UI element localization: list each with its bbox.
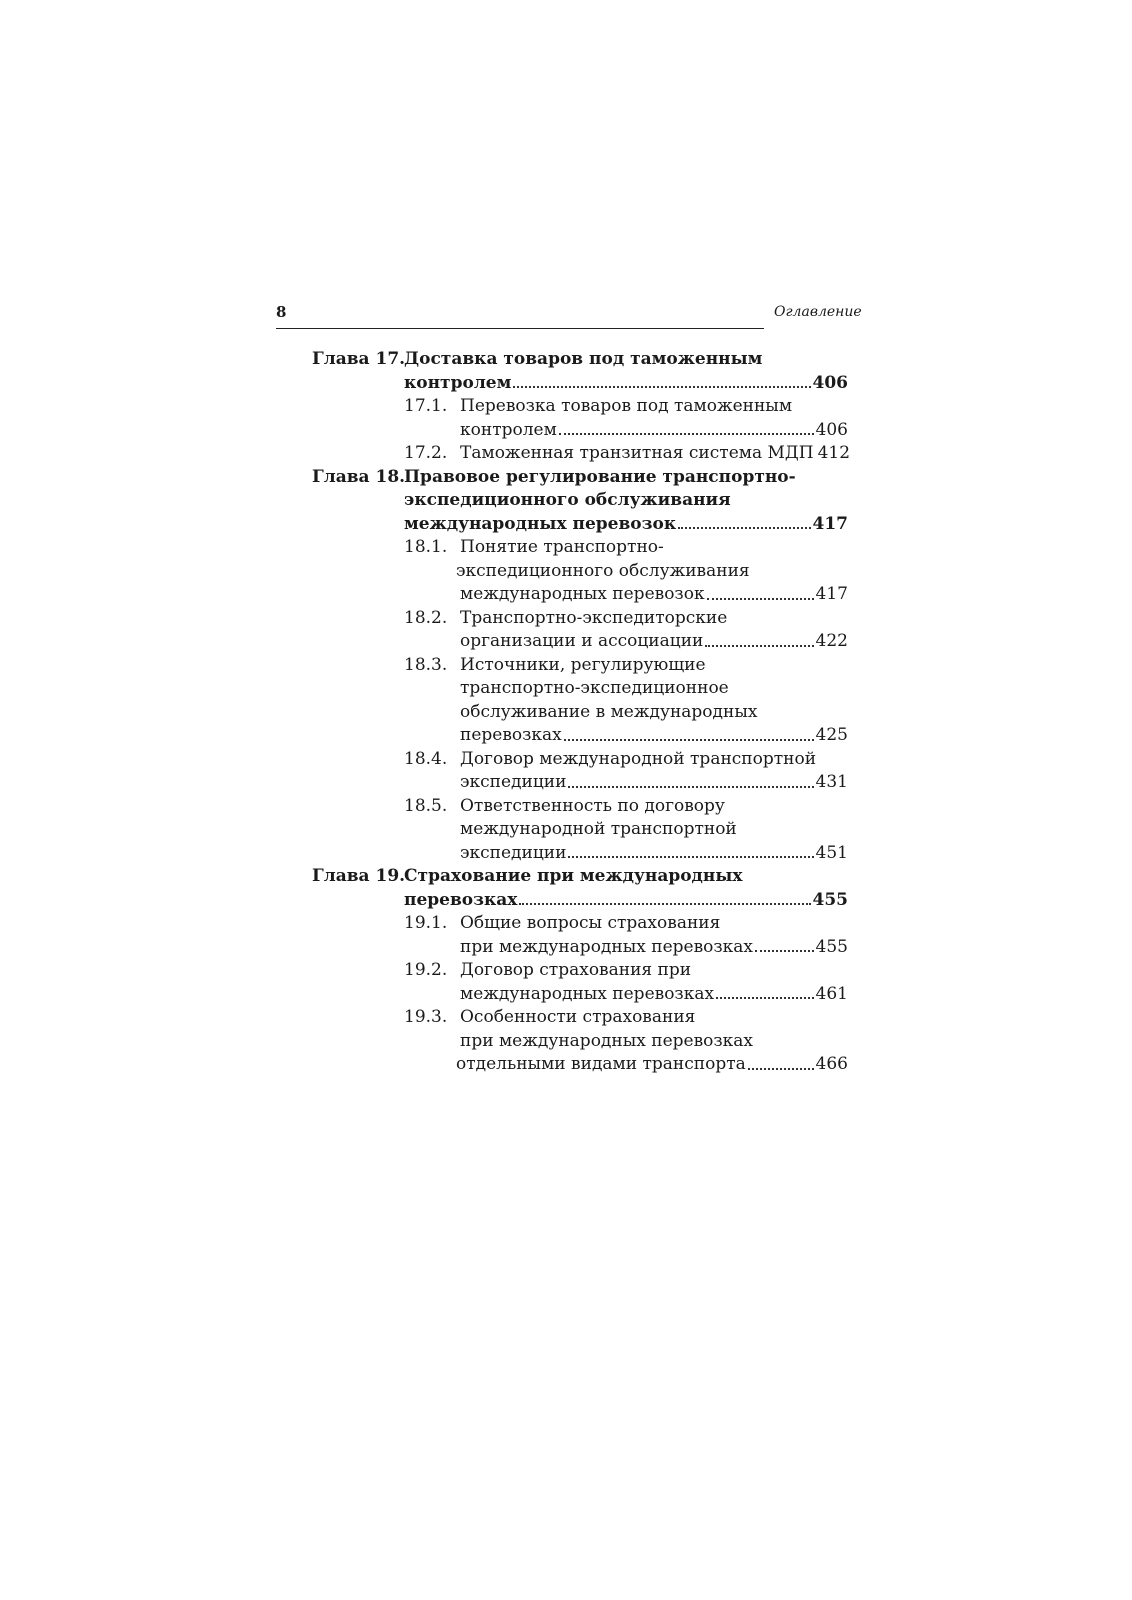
chapter-label: Глава 19.: [312, 866, 406, 886]
section-number: 17.2.: [404, 443, 448, 463]
section-title: экспедиции: [460, 842, 567, 863]
toc-section-18-3-cont: [312, 677, 848, 701]
section-title: Таможенная транзитная система МДП: [460, 443, 814, 463]
toc-chapter-19-cont: [312, 889, 848, 913]
page-number: 8: [276, 303, 287, 321]
section-title: международной транспортной: [460, 819, 737, 839]
page-ref: 417: [815, 584, 848, 604]
toc-section-19-3: [312, 1006, 848, 1030]
toc-section-18-1-cont: [312, 583, 848, 607]
section-title: Источники, регулирующие: [460, 654, 706, 675]
section-title: Договор страхования при: [460, 960, 692, 980]
chapter-label: Глава 17.: [312, 349, 406, 369]
section-title: международных перевозок: [460, 584, 705, 604]
toc-section-18-1: [312, 536, 848, 560]
toc-section-17-2: [312, 442, 851, 466]
section-title: перевозках: [460, 725, 562, 745]
dot-leader: [564, 739, 814, 741]
toc-chapter-17-cont: [312, 372, 848, 396]
section-number: 18.2.: [404, 607, 448, 628]
dot-leader: [559, 433, 814, 435]
section-title: контролем: [460, 419, 557, 440]
section-number: 19.3.: [404, 1007, 448, 1027]
toc-chapter-18-cont: [312, 513, 848, 537]
dot-leader: [519, 903, 810, 905]
chapter-label: Глава 18.: [312, 466, 406, 487]
toc-section-18-3-cont: [312, 701, 848, 725]
page-ref: 461: [815, 983, 848, 1004]
dot-leader: [513, 386, 810, 388]
toc-section-18-4-cont: [312, 771, 848, 795]
page-ref: 466: [815, 1054, 848, 1074]
section-title: организации и ассоциации: [460, 631, 704, 651]
toc-chapter-17: [312, 348, 848, 372]
section-title: Особенности страхования: [460, 1007, 696, 1027]
book-page: [276, 300, 862, 1074]
toc-section-19-2-cont: [312, 983, 848, 1007]
toc-chapter-18: [312, 466, 848, 490]
dot-leader: [755, 950, 814, 952]
page-ref: 406: [815, 419, 848, 440]
toc-section-18-3-cont: [312, 724, 848, 748]
chapter-title: Правовое регулирование транспортно-: [404, 466, 796, 487]
dot-leader: [705, 645, 813, 647]
page-ref: 431: [815, 772, 848, 792]
section-title: при международных перевозках: [460, 936, 754, 957]
page-ref: 451: [815, 842, 848, 863]
section-title: Транспортно-экспедиторские: [460, 607, 728, 628]
toc-section-18-3: [312, 654, 848, 678]
toc-section-19-3-cont: [312, 1053, 848, 1077]
table-of-contents: [312, 348, 851, 1077]
dot-leader: [748, 1068, 814, 1070]
section-number: 18.5.: [404, 795, 448, 816]
toc-chapter-19: [312, 865, 848, 889]
dot-leader: [707, 598, 814, 600]
section-number: 18.4.: [404, 748, 448, 769]
running-head-title: Оглавление: [774, 304, 862, 320]
section-title: Общие вопросы страхования: [460, 913, 721, 933]
section-number: 19.2.: [404, 960, 448, 980]
toc-section-18-1-cont: [312, 560, 848, 584]
page-ref: 406: [812, 372, 848, 393]
toc-section-18-2-cont: [312, 630, 848, 654]
section-title: Понятие транспортно-: [460, 537, 664, 557]
chapter-title: Доставка товаров под таможенным: [404, 349, 763, 369]
chapter-title: Страхование при международных: [404, 866, 743, 886]
section-title: Ответственность по договору: [460, 795, 725, 816]
section-title: при международных перевозках: [460, 1030, 754, 1051]
page-ref: 412: [817, 443, 851, 463]
toc-section-18-4: [312, 748, 848, 772]
toc-section-19-1: [312, 912, 848, 936]
toc-section-18-5-cont: [312, 842, 848, 866]
toc-section-19-3-cont: [312, 1030, 848, 1054]
page-ref: 422: [815, 631, 848, 651]
page-ref: 417: [812, 513, 848, 534]
section-number: 18.3.: [404, 654, 448, 675]
chapter-title: контролем: [404, 372, 512, 393]
section-title: экспедиционного обслуживания: [456, 560, 750, 581]
toc-chapter-18-cont: [312, 489, 848, 513]
section-title: обслуживание в международных: [460, 701, 758, 722]
toc-section-19-2: [312, 959, 848, 983]
toc-section-17-1: [312, 395, 848, 419]
toc-section-18-5-cont: [312, 818, 848, 842]
running-head: [276, 300, 764, 329]
section-title: международных перевозках: [460, 983, 715, 1004]
dot-leader: [716, 997, 813, 999]
section-number: 19.1.: [404, 913, 448, 933]
toc-section-17-1-cont: [312, 419, 848, 443]
chapter-title: экспедиционного обслуживания: [404, 490, 731, 510]
page-ref: 455: [815, 936, 848, 957]
section-number: 17.1.: [404, 396, 448, 416]
page-ref: 455: [812, 889, 848, 910]
dot-leader: [678, 527, 810, 529]
dot-leader: [568, 856, 813, 858]
toc-section-18-5: [312, 795, 848, 819]
toc-section-18-2: [312, 607, 848, 631]
section-title: экспедиции: [460, 772, 567, 792]
chapter-title: перевозках: [404, 889, 518, 910]
section-title: отдельными видами транспорта: [456, 1054, 746, 1074]
section-title: транспортно-экспедиционное: [460, 678, 729, 698]
dot-leader: [568, 786, 813, 788]
toc-section-19-1-cont: [312, 936, 848, 960]
chapter-title: международных перевозок: [404, 513, 677, 534]
page-ref: 425: [815, 725, 848, 745]
section-number: 18.1.: [404, 537, 448, 557]
section-title: Перевозка товаров под таможенным: [460, 396, 793, 416]
section-title: Договор международной транспортной: [460, 748, 817, 769]
